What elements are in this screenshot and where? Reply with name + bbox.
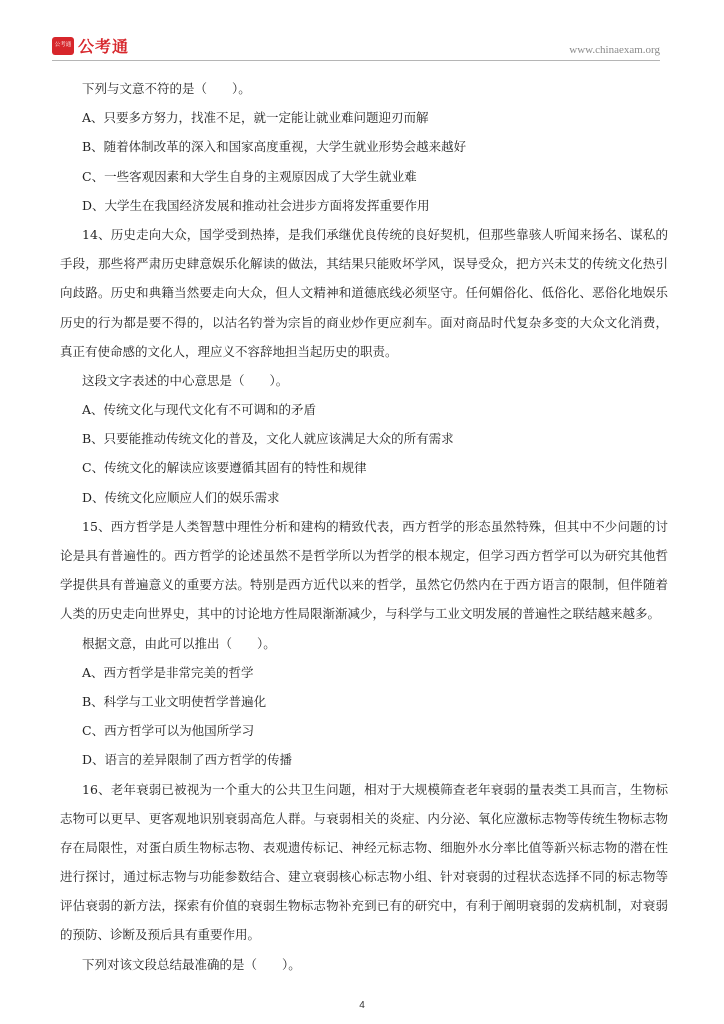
paragraph-line: 的预防、诊断及预后具有重要作用。 bbox=[60, 927, 261, 943]
question-paragraph bbox=[60, 775, 668, 950]
question-paragraph bbox=[60, 220, 668, 366]
paragraph-line: 16、老年衰弱已被视为一个重大的公共卫生问题，相对于大规模筛查老年衰弱的量表类工具而言，生物标 bbox=[82, 781, 668, 797]
paragraph-line: 志物可以更早、更客观地识别衰弱高危人群。与衰弱相关的炎症、内分泌、氧化应激标志物等传统生物标志物 bbox=[60, 810, 668, 826]
text-line: B、只要能推动传统文化的普及，文化人就应该满足大众的所有需求 bbox=[82, 431, 454, 447]
text-line: 下列对该文段总结最准确的是（ ）。 bbox=[82, 956, 301, 972]
text-line: B、科学与工业文明使哲学普遍化 bbox=[82, 693, 267, 709]
paragraph-line: 评估衰弱的新方法，探索有价值的衰弱生物标志物补充到已有的研究中，有利于阐明衰弱的发病机制，对衰弱 bbox=[60, 898, 668, 914]
paragraph-line: 真正有使命感的文化人，理应义不容辞地担当起历史的职责。 bbox=[60, 343, 398, 359]
text-line: D、传统文化应顺应人们的娱乐需求 bbox=[82, 489, 280, 505]
logo-text: 公考通 bbox=[78, 37, 130, 56]
paragraph-line: 历史的行为都是要不得的，以沽名钓誉为宗旨的商业炒作更应刹车。面对商品时代复杂多变的大众文化消费， bbox=[60, 314, 668, 330]
text-line: C、西方哲学可以为他国所学习 bbox=[82, 723, 255, 739]
site-url[interactable]: www.chinaexam.org bbox=[569, 44, 660, 56]
text-line: B、随着体制改革的深入和国家高度重视，大学生就业形势会越来越好 bbox=[82, 139, 467, 155]
paragraph-line: 学提供具有普遍意义的重要方法。特别是西方近代以来的哲学，虽然它仍然内在于西方语言的限制，但伴随着 bbox=[60, 577, 668, 593]
text-line: C、传统文化的解读应该要遵循其固有的特性和规律 bbox=[82, 460, 367, 476]
question-paragraph bbox=[60, 512, 668, 629]
text-line: A、只要多方努力，找准不足，就一定能让就业难问题迎刃而解 bbox=[82, 110, 429, 126]
paragraph-line: 论是具有普遍性的。西方哲学的论述虽然不是哲学所以为哲学的根本规定，但学习西方哲学可以为研究其他哲 bbox=[60, 548, 668, 563]
page-header bbox=[0, 0, 724, 64]
text-line: 这段文字表述的中心意思是（ ）。 bbox=[82, 372, 289, 388]
paragraph-line: 向歧路。历史和典籍当然要走向大众，但人文精神和道德底线必须坚守。任何媚俗化、低俗化、恶俗化地娱乐 bbox=[60, 285, 668, 301]
page-number: 4 bbox=[359, 1000, 365, 1011]
text-line: D、语言的差异限制了西方哲学的传播 bbox=[82, 752, 293, 768]
paragraph-line: 进行探讨，通过标志物与功能参数结合、建立衰弱核心标志物小组、针对衰弱的过程状态选择不同的标志物等 bbox=[60, 869, 668, 885]
text-line: A、传统文化与现代文化有不可调和的矛盾 bbox=[82, 402, 317, 418]
paragraph-line: 15、西方哲学是人类智慧中理性分析和建构的精致代表，西方哲学的形态虽然特殊，但其中不少问题的讨 bbox=[82, 518, 668, 534]
text-line: 根据文意，由此可以推出（ ）。 bbox=[82, 635, 276, 651]
text-line: A、西方哲学是非常完美的哲学 bbox=[82, 664, 254, 680]
paragraph-line: 人类的历史走向世界史，其中的讨论地方性局限渐渐减少，与科学与工业文明发展的普遍性之联结越来越多。 bbox=[60, 606, 661, 622]
document-body bbox=[60, 74, 668, 979]
text-line: D、大学生在我国经济发展和推动社会进步方面将发挥重要作用 bbox=[82, 197, 430, 213]
logo-badge-icon: 公考通 bbox=[52, 37, 74, 55]
paragraph-line: 存在局限性，对蛋白质生物标志物、表观遗传标记、神经元标志物、细胞外水分率比值等新兴标志物的潜在性 bbox=[60, 839, 668, 855]
text-line: C、一些客观因素和大学生自身的主观原因成了大学生就业难 bbox=[82, 168, 417, 184]
paragraph-line: 14、历史走向大众，国学受到热捧，是我们承继优良传统的良好契机，但那些靠骇人听闻来扬名、谋私的 bbox=[82, 226, 668, 242]
header-divider bbox=[52, 60, 660, 61]
paragraph-line: 手段，那些将严肃历史肆意娱乐化解读的做法，其结果只能败坏学风，误导受众，把方兴未艾的传统文化热引 bbox=[60, 256, 668, 272]
brand-logo[interactable] bbox=[52, 34, 129, 57]
text-line: 下列与文意不符的是（ ）。 bbox=[82, 81, 251, 96]
